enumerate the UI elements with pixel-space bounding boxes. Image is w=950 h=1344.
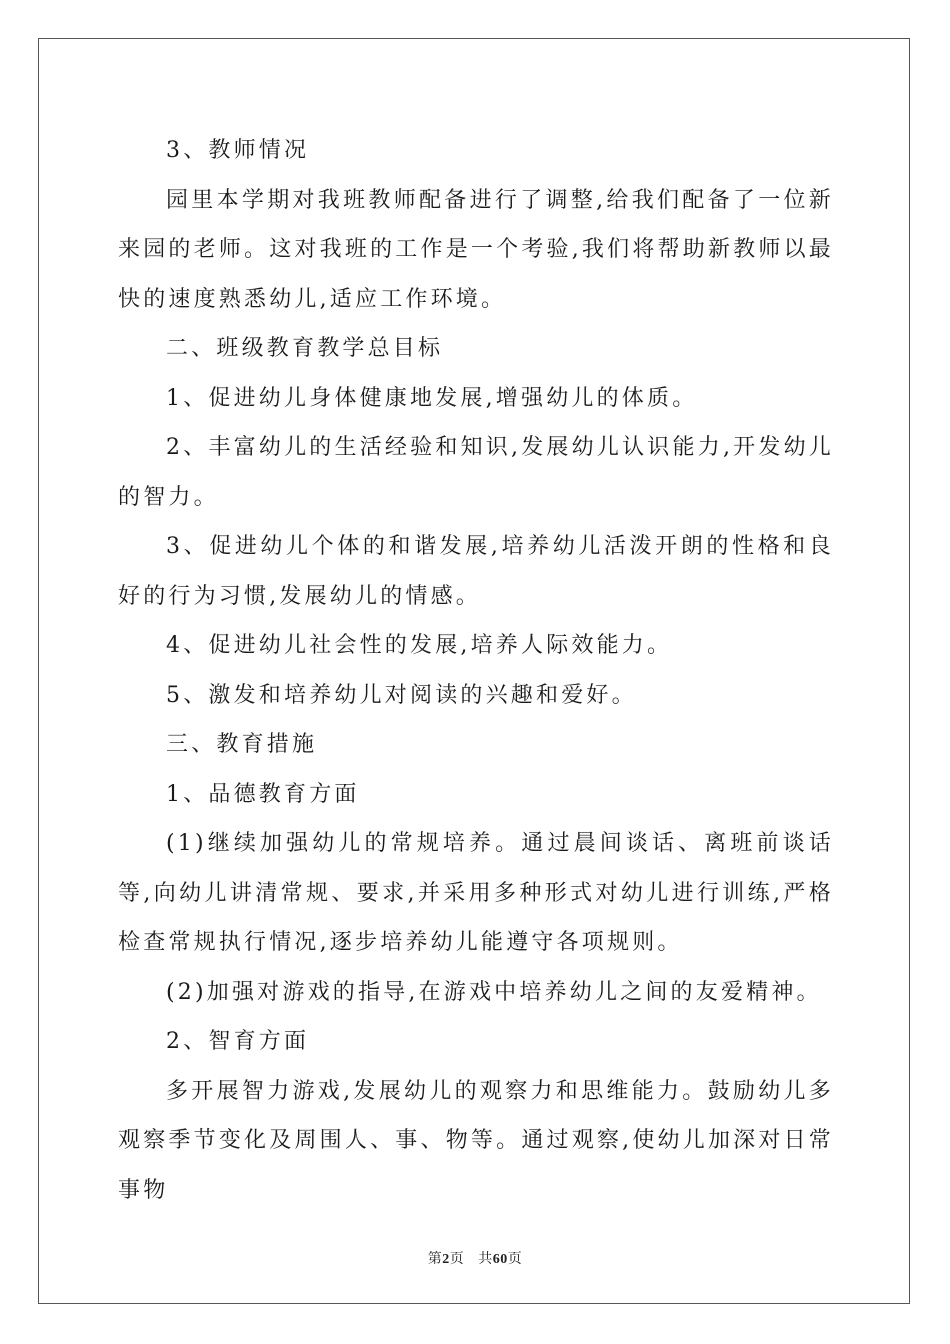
page-number: 2 (442, 1252, 450, 1267)
subsection-heading: 1、品德教育方面 (166, 781, 360, 807)
paragraph: 园里本学期对我班教师配备进行了调整,给我们配备了一位新来园的老师。这对我班的工作是一个考验,我们将帮助新教师以最快的速度熟悉幼儿,适应工作环境。 (118, 187, 834, 312)
subsection-heading: 2、智育方面 (166, 1029, 310, 1054)
paragraph: (2)加强对游戏的指导,在游戏中培养幼儿之间的友爱精神。 (166, 979, 822, 1005)
list-item: 1、促进幼儿身体健康地发展,增强幼儿的体质。 (166, 385, 698, 411)
list-item: 5、激发和培养幼儿对阅读的兴趣和爱好。 (166, 682, 637, 708)
section-heading: 二、班级教育教学总目标 (166, 336, 444, 361)
total-suffix: 页 (507, 1252, 523, 1267)
paragraph: (1)继续加强幼儿的常规培养。通过晨间谈话、离班前谈话等,向幼儿讲清常规、要求,并采用多种形式对幼儿进行训练,严格检查常规执行情况,逐步培养幼儿能遵守各项规则。 (118, 831, 834, 955)
page-suffix: 页 (449, 1252, 465, 1267)
page-prefix: 第 (427, 1252, 443, 1267)
paragraph: 3、教师情况 (166, 138, 310, 163)
document-body (118, 126, 834, 1215)
total-prefix: 共 (478, 1252, 493, 1267)
page-footer (0, 1248, 950, 1268)
total-pages: 60 (492, 1252, 508, 1267)
paragraph: 多开展智力游戏,发展幼儿的观察力和思维能力。鼓励幼儿多观察季节变化及周围人、事、物等。通过观察,使幼儿加深对日常事物 (118, 1078, 834, 1203)
list-item: 2、丰富幼儿的生活经验和知识,发展幼儿认识能力,开发幼儿的智力。 (118, 435, 834, 510)
list-item: 3、促进幼儿个体的和谐发展,培养幼儿活泼开朗的性格和良好的行为习惯,发展幼儿的情感。 (118, 534, 834, 609)
list-item: 4、促进幼儿社会性的发展,培养人际效能力。 (166, 633, 673, 658)
section-heading: 三、教育措施 (166, 732, 318, 757)
